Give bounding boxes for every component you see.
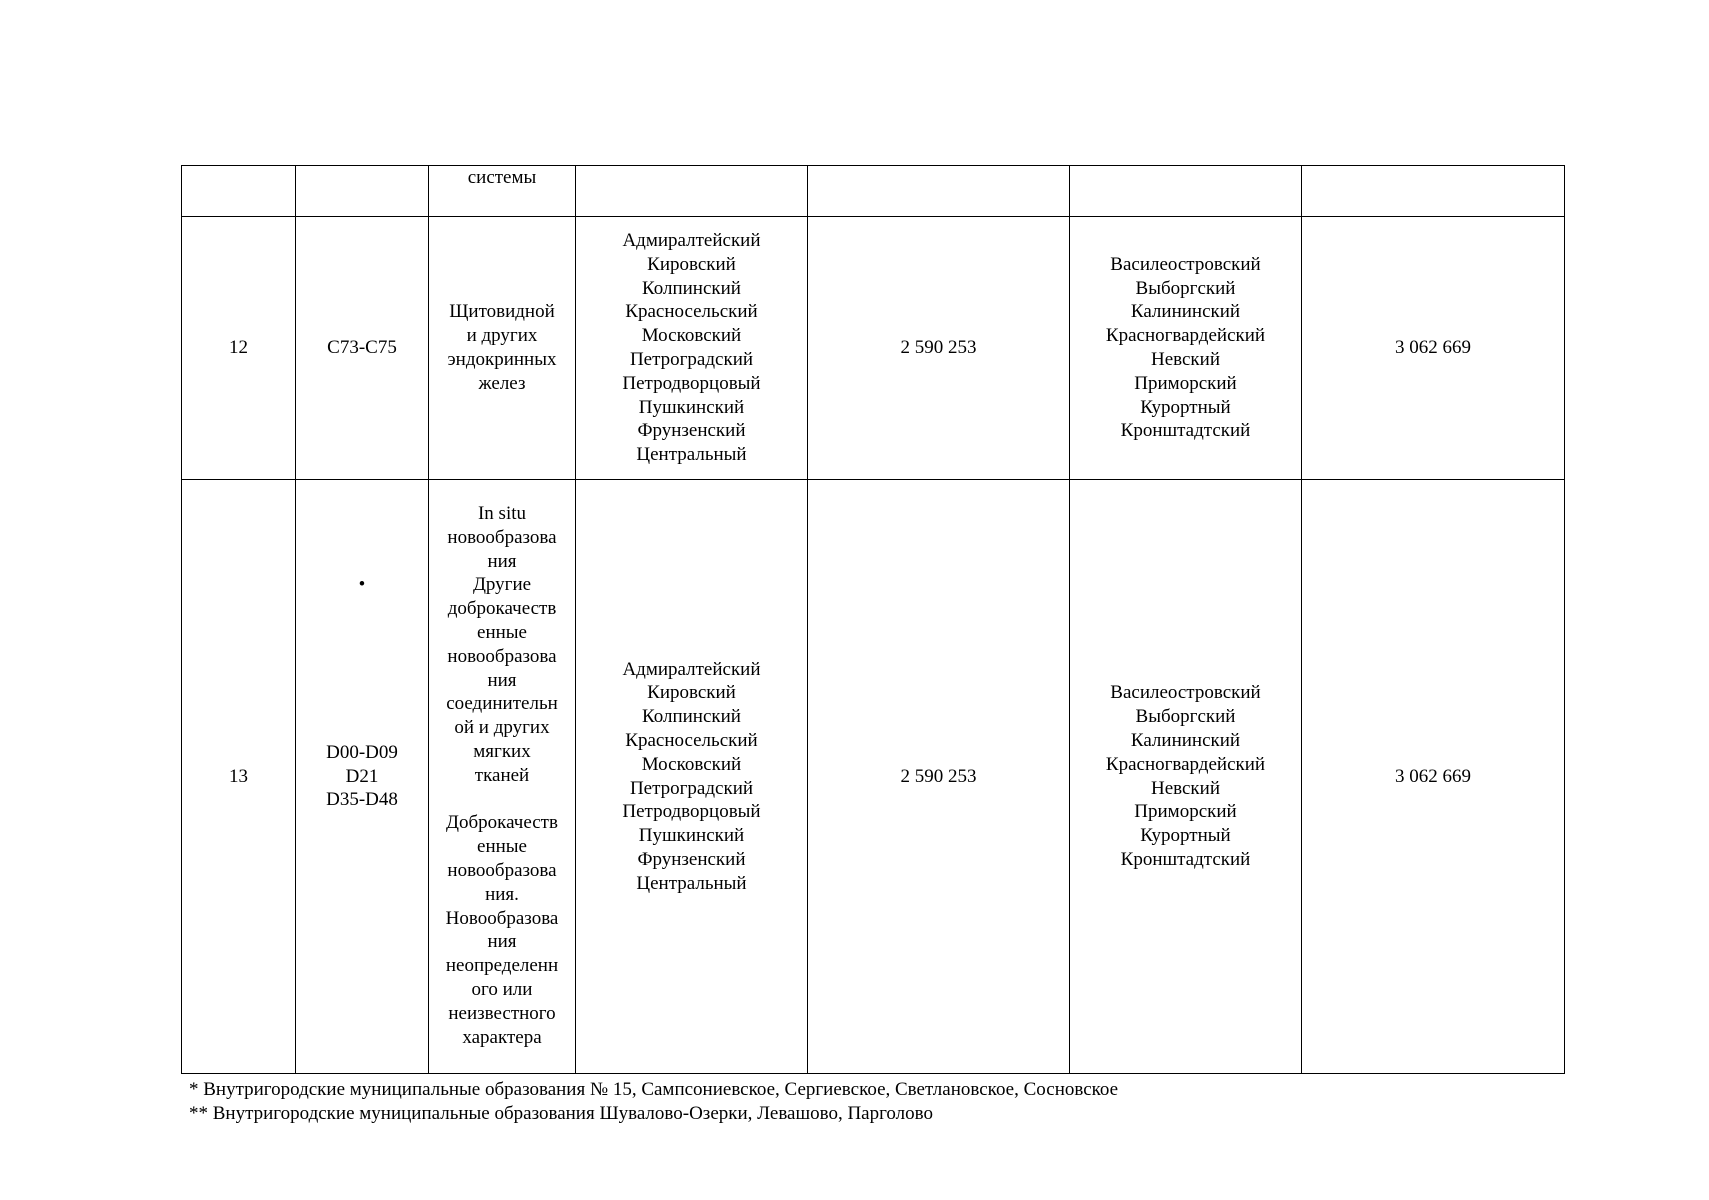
text-line: новообразова (447, 859, 557, 881)
text-line: ния (487, 669, 517, 691)
text-line: Невский (1150, 349, 1220, 370)
cell-amount-b: 3 062 669 (1302, 217, 1565, 480)
text-line: Кировский (647, 682, 736, 704)
text-line: Выборгский (1135, 706, 1236, 728)
text-line: Фрунзенский (637, 848, 746, 870)
cell-code (296, 480, 429, 1074)
text-line: Кронштадтский (1120, 420, 1251, 442)
text-line: Другие (472, 574, 532, 596)
table-row-continued (182, 166, 1565, 217)
cell-districts-a (576, 217, 808, 480)
text-line: Колпинский (642, 706, 741, 728)
text-line: Центральный (636, 872, 747, 894)
cell-number: 12 (182, 217, 296, 480)
text-line: Пушкинский (638, 396, 745, 418)
text-line: ния (487, 550, 517, 572)
text-line: Центральный (636, 444, 747, 466)
table-row (182, 480, 1565, 1074)
allocation-table (181, 165, 1565, 1074)
text-line: Фрунзенский (637, 420, 746, 442)
text-line: мягких (473, 740, 531, 762)
cell-amount-a: 2 590 253 (808, 480, 1070, 1074)
cell-districts-b (1070, 217, 1302, 480)
text-line: Невский (1150, 777, 1220, 799)
text-line: D35-D48 (326, 789, 398, 811)
text-line: Доброкачеств (446, 812, 558, 834)
text-line: Красносельский (625, 729, 758, 751)
text-line: Приморский (1134, 801, 1237, 823)
diagnosis-gap (433, 788, 571, 812)
text-line: ния (487, 931, 517, 953)
dot-mark: • (358, 574, 366, 595)
diagnosis-part-1 (433, 502, 571, 788)
text-line: новообразова (447, 645, 557, 667)
cell-amount-b (1302, 166, 1565, 217)
text-line: неопределенн (445, 955, 559, 977)
diagnosis-text: системы (467, 167, 537, 188)
text-line: Петродворцовый (622, 372, 761, 394)
text-line: Московский (641, 325, 742, 347)
text-line: Колпинский (642, 277, 741, 299)
text-line: желез (478, 372, 526, 394)
text-line: и других (466, 325, 538, 347)
cell-districts-a (576, 480, 808, 1074)
text-line: Калининский (1130, 729, 1241, 751)
text-line: енные (477, 621, 527, 643)
cell-code: C73-C75 (296, 217, 429, 480)
cell-districts-a (576, 166, 808, 217)
text-line: Петроградский (629, 777, 754, 799)
cell-amount-b: 3 062 669 (1302, 480, 1565, 1074)
text-line: доброкачеств (447, 598, 557, 620)
text-line: Петроградский (629, 349, 754, 370)
cell-number: 13 (182, 480, 296, 1074)
text-line: Новообразова (445, 907, 559, 929)
text-line: Петродворцовый (622, 801, 761, 823)
text-line: Приморский (1134, 372, 1237, 394)
text-line: ния. (485, 883, 519, 905)
text-line: Пушкинский (638, 825, 745, 847)
text-line: Кировский (647, 253, 736, 275)
cell-diagnosis (429, 217, 576, 480)
footnote-2: ** Внутригородские муниципальные образования Шувалово-Озерки, Левашово, Парголово (189, 1103, 934, 1124)
text-line: Кронштадтский (1120, 848, 1251, 870)
footnotes (189, 1078, 1118, 1126)
text-line: Красногвардейский (1105, 753, 1266, 775)
text-line: новообразова (447, 526, 557, 548)
text-line: Московский (641, 753, 742, 775)
text-line: Калининский (1130, 301, 1241, 323)
text-line: характера (462, 1026, 542, 1048)
cell-districts-b (1070, 166, 1302, 217)
text-line: неизвестного (448, 1002, 556, 1024)
diagnosis-part-2 (433, 811, 571, 1049)
cell-number (182, 166, 296, 217)
text-line: Курортный (1140, 396, 1231, 418)
cell-districts-b (1070, 480, 1302, 1074)
cell-amount-a: 2 590 253 (808, 217, 1070, 480)
table-row (182, 217, 1565, 480)
footnote-1: * Внутригородские муниципальные образования № 15, Сампсониевское, Сергиевское, Светлановское, Сосновское (189, 1079, 1119, 1100)
text-line: Адмиралтейский (622, 230, 761, 252)
text-line: эндокринных (447, 349, 557, 370)
text-line: D00-D09 (326, 741, 398, 763)
cell-code (296, 166, 429, 217)
cell-amount-a (808, 166, 1070, 217)
text-line: Щитовидной (449, 301, 555, 323)
text-line: Красносельский (625, 301, 758, 323)
cell-diagnosis (429, 166, 576, 217)
text-line: соединительн (446, 693, 558, 715)
text-line: ого или (471, 978, 533, 1000)
text-line: Василеостровский (1110, 253, 1261, 275)
text-line: Василеостровский (1110, 682, 1261, 704)
text-line: Красногвардейский (1105, 325, 1266, 347)
text-line: ой и других (454, 717, 550, 739)
text-line: Курортный (1140, 825, 1231, 847)
text-line: Адмиралтейский (622, 658, 761, 680)
text-line: In situ (477, 503, 527, 524)
text-line: енные (477, 836, 527, 858)
text-line: D21 (345, 765, 379, 787)
cell-diagnosis (429, 480, 576, 1074)
text-line: тканей (474, 764, 530, 786)
text-line: Выборгский (1135, 277, 1236, 299)
code-list (300, 741, 424, 812)
